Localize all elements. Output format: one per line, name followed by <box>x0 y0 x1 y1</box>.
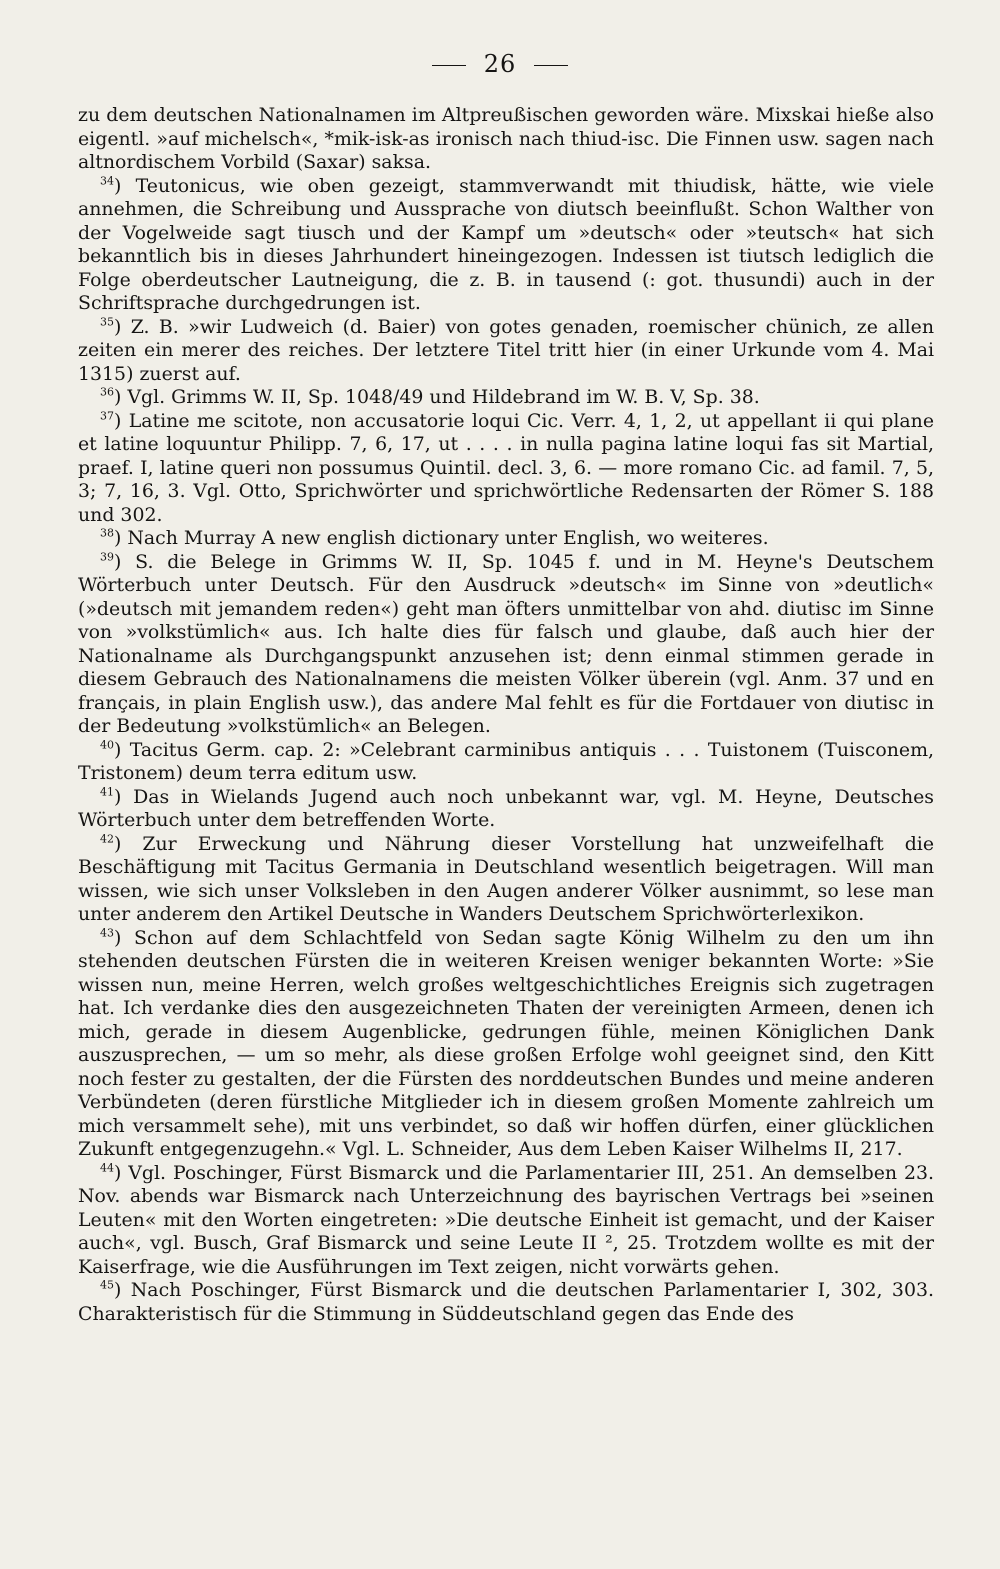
footnote-number: 38 <box>100 526 114 540</box>
header-dash-left <box>432 65 466 66</box>
footnote-text: S. die Belege in Grimms W. II, Sp. 1045 f. und in M. Heyne's Deutschem Wörterbuch unter Deutsch. Für den Ausdruck »deutsch« im Sinne von »deutlich« (»deutsch mit jemandem reden«) geht man öfters unmittelbar von ahd. diutisc im Sinne von »volkstümlich« aus. Ich halte dies für falsch und glaube, daß auch hier der Nationalname als Durchgangspunkt anzusehen ist; denn einmal stimmen gerade in diesem Gebrauch des Nationalnamens die meisten Völker überein (vgl. Anm. 37 und en français, in plain English usw.), das andere Mal fehlt es für die Fortdauer von diutisc in der Bedeutung »volkstümlich« an Belegen. <box>78 550 934 737</box>
footnotes-body <box>78 104 934 1326</box>
footnote-text: Z. B. »wir Ludweich (d. Baier) von gotes genaden, roemischer chünich, ze allen zeiten ein merer des reiches. Der letztere Titel tritt hier (in einer Urkunde vom 4. Mai 1315) zuerst auf. <box>78 315 935 385</box>
footnote-number: 37 <box>100 409 114 423</box>
footnote: $^{42}$) Zur Erweckung und Nährung dieser Vorstellung hat unzweifelhaft die Beschäftigung mit Tacitus Germania in Deutschland wesentlich beigetragen. Will man wissen, wie sich unser Volksleben in den Augen anderer Völker ausnimmt, so lese man unter anderem den Artikel Deutsche in Wanders Deutschem Sprichwörterlexikon. <box>78 832 935 925</box>
footnote-text: Latine me scitote, non accusatorie loqui Cic. Verr. 4, 1, 2, ut appellant ii qui plane et latine loquuntur Philipp. 7, 6, 17, ut . . . . in nulla pagina latine loqui fas sit Martial, praef. I, latine queri non possumus Quintil. decl. 3, 6. — more romano Cic. ad famil. 7, 5, 3; 7, 16, 3. Vgl. Otto, Sprichwörter und sprichwörtliche Redensarten der Römer S. 188 und 302. <box>78 409 935 526</box>
footnote-text: zu dem deutschen Nationalnamen im Altpreußischen geworden wäre. Mixskai hieße also eigentl. »auf michelsch«, *mik-isk-as ironisch nach thiud-isc. Die Finnen usw. sagen nach altnordischem Vorbild (Saxar) saksa. <box>78 104 934 173</box>
footnote-text: Zur Erweckung und Nährung dieser Vorstellung hat unzweifelhaft die Beschäftigung mit Tacitus Germania in Deutschland wesentlich beigetragen. Will man wissen, wie sich unser Volksleben in den Augen anderer Völker ausnimmt, so lese man unter anderem den Artikel Deutsche in Wanders Deutschem Sprichwörterlexikon. <box>78 832 935 925</box>
footnote-text: Vgl. Poschinger, Fürst Bismarck und die Parlamentarier III, 251. An demselben 23. Nov. abends war Bismarck nach Unterzeichnung des bayrischen Vertrags bei »seinen Leuten« mit den Worten eingetreten: »Die deutsche Einheit ist gemacht, und der Kaiser auch«, vgl. Busch, Graf Bismarck und seine Leute II ², 25. Trotzdem wollte es mit der Kaiserfrage, wie die Ausführungen im Text zeigen, nicht vorwärts gehen. <box>78 1161 935 1278</box>
footnote-number: 42 <box>100 832 114 846</box>
footnote: $^{34}$) Teutonicus, wie oben gezeigt, stammverwandt mit thiudisk, hätte, wie viele annehmen, die Schreibung und Aussprache von diutsch beeinflußt. Schon Walther von der Vogelweide sagt tiusch und der Kampf um »deutsch« oder »teutsch« hat sich bekanntlich bis in dieses Jahrhundert hineingezogen. Indessen ist tiutsch lediglich die Folge oberdeutscher Lautneigung, die z. B. in tausend (: got. thusundi) auch in der Schriftsprache durchgedrungen ist. <box>78 174 935 314</box>
footnote: $^{41}$) Das in Wielands Jugend auch noch unbekannt war, vgl. M. Heyne, Deutsches Wörterbuch unter dem betreffenden Worte. <box>78 785 934 831</box>
footnote: $^{38}$) Nach Murray A new english dictionary unter English, wo weiteres. <box>100 526 769 549</box>
footnote-number: 36 <box>100 385 114 399</box>
footnote: $^{45}$) Nach Poschinger, Fürst Bismarck und die deutschen Parlamentarier I, 302, 303. Charakteristisch für die Stimmung in Süddeutschland gegen das Ende des <box>78 1278 934 1325</box>
footnote: $^{37}$) Latine me scitote, non accusatorie loqui Cic. Verr. 4, 1, 2, ut appellant ii qui plane et latine loquuntur Philipp. 7, 6, 17, ut . . . . in nulla pagina latine loqui fas sit Martial, praef. I, latine queri non possumus Quintil. decl. 3, 6. — more romano Cic. ad famil. 7, 5, 3; 7, 16, 3. Vgl. Otto, Sprichwörter und sprichwörtliche Redensarten der Römer S. 188 und 302. <box>78 409 935 526</box>
page-number: 26 <box>483 50 517 78</box>
footnote: $^{36}$) Vgl. Grimms W. II, Sp. 1048/49 und Hildebrand im W. B. V, Sp. 38. <box>100 385 760 408</box>
footnote-number: 45 <box>100 1278 114 1292</box>
footnote: $^{39}$) S. die Belege in Grimms W. II, Sp. 1045 f. und in M. Heyne's Deutschem Wörterbuch unter Deutsch. Für den Ausdruck »deutsch« im Sinne von »deutlich« (»deutsch mit jemandem reden«) geht man öfters unmittelbar von ahd. diutisc im Sinne von »volkstümlich« aus. Ich halte dies für falsch und glaube, daß auch hier der Nationalname als Durchgangspunkt anzusehen ist; denn einmal stimmen gerade in diesem Gebrauch des Nationalnamens die meisten Völker überein (vgl. Anm. 37 und en français, in plain English usw.), das andere Mal fehlt es für die Fortdauer von diutisc in der Bedeutung »volkstümlich« an Belegen. <box>78 550 934 737</box>
header-dash-right <box>534 65 568 66</box>
footnote-number: 40 <box>100 738 114 752</box>
footnote-number: 43 <box>100 926 114 940</box>
footnote-number: 44 <box>100 1161 114 1175</box>
footnote-number: 34 <box>100 174 114 188</box>
footnote-number: 41 <box>100 785 114 799</box>
page-header <box>0 50 1000 78</box>
footnote-text: Schon auf dem Schlachtfeld von Sedan sagte König Wilhelm zu den um ihn stehenden deutschen Fürsten die in weiteren Kreisen weniger bekannten Worte: »Sie wissen nun, meine Herren, welch großes weltgeschichtliches Ereignis sich zugetragen hat. Ich verdanke dies den ausgezeichneten Thaten der vereinigten Armeen, denen ich mich, gerade in diesem Augenblicke, gedrungen fühle, meinen Königlichen Dank auszusprechen, — um so mehr, als diese großen Erfolge wohl geeignet sind, den Kitt noch fester zu gestalten, der die Fürsten des norddeutschen Bundes und meine anderen Verbündeten (deren fürstliche Mitglieder ich in diesem großen Momente zahlreich um mich versammelt sehe), mit uns verbindet, so daß wir hoffen dürfen, einer glücklichen Zukunft entgegenzugehn.« Vgl. L. Schneider, Aus dem Leben Kaiser Wilhelms II, 217. <box>78 926 934 1160</box>
footnote: $^{44}$) Vgl. Poschinger, Fürst Bismarck und die Parlamentarier III, 251. An demselben 23. Nov. abends war Bismarck nach Unterzeichnung des bayrischen Vertrags bei »seinen Leuten« mit den Worten eingetreten: »Die deutsche Einheit ist gemacht, und der Kaiser auch«, vgl. Busch, Graf Bismarck und seine Leute II ², 25. Trotzdem wollte es mit der Kaiserfrage, wie die Ausführungen im Text zeigen, nicht vorwärts gehen. <box>78 1161 935 1278</box>
footnote-number: 35 <box>100 315 114 329</box>
footnote-text: Vgl. Grimms W. II, Sp. 1048/49 und Hildebrand im W. B. V, Sp. 38. <box>127 386 760 408</box>
footnote-number: 39 <box>100 550 114 564</box>
footnote-text: Tacitus Germ. cap. 2: »Celebrant carminibus antiquis . . . Tuistonem (Tuisconem, Tristonem) deum terra editum usw. <box>78 738 934 784</box>
footnote-text: Nach Poschinger, Fürst Bismarck und die deutschen Parlamentarier I, 302, 303. Charakteristisch für die Stimmung in Süddeutschland gegen das Ende des <box>78 1279 934 1325</box>
footnote-text: Nach Murray A new english dictionary unter English, wo weiteres. <box>127 527 769 549</box>
footnote-text: Teutonicus, wie oben gezeigt, stammverwandt mit thiudisk, hätte, wie viele annehmen, die Schreibung und Aussprache von diutsch beeinflußt. Schon Walther von der Vogelweide sagt tiusch und der Kampf um »deutsch« oder »teutsch« hat sich bekanntlich bis in dieses Jahrhundert hineingezogen. Indessen ist tiutsch lediglich die Folge oberdeutscher Lautneigung, die z. B. in tausend (: got. thusundi) auch in der Schriftsprache durchgedrungen ist. <box>78 174 935 314</box>
footnote: $^{40}$) Tacitus Germ. cap. 2: »Celebrant carminibus antiquis . . . Tuistonem (Tuisconem, Tristonem) deum terra editum usw. <box>78 738 934 784</box>
footnote-text: Das in Wielands Jugend auch noch unbekannt war, vgl. M. Heyne, Deutsches Wörterbuch unter dem betreffenden Worte. <box>78 785 934 831</box>
footnote: $^{35}$) Z. B. »wir Ludweich (d. Baier) von gotes genaden, roemischer chünich, ze allen zeiten ein merer des reiches. Der letztere Titel tritt hier (in einer Urkunde vom 4. Mai 1315) zuerst auf. <box>78 315 935 385</box>
continued-paragraph <box>78 104 934 175</box>
footnote: $^{43}$) Schon auf dem Schlachtfeld von Sedan sagte König Wilhelm zu den um ihn stehenden deutschen Fürsten die in weiteren Kreisen weniger bekannten Worte: »Sie wissen nun, meine Herren, welch großes weltgeschichtliches Ereignis sich zugetragen hat. Ich verdanke dies den ausgezeichneten Thaten der vereinigten Armeen, denen ich mich, gerade in diesem Augenblicke, gedrungen fühle, meinen Königlichen Dank auszusprechen, — um so mehr, als diese großen Erfolge wohl geeignet sind, den Kitt noch fester zu gestalten, der die Fürsten des norddeutschen Bundes und meine anderen Verbündeten (deren fürstliche Mitglieder ich in diesem großen Momente zahlreich um mich versammelt sehe), mit uns verbindet, so daß wir hoffen dürfen, einer glücklichen Zukunft entgegenzugehn.« Vgl. L. Schneider, Aus dem Leben Kaiser Wilhelms II, 217. <box>78 926 934 1160</box>
